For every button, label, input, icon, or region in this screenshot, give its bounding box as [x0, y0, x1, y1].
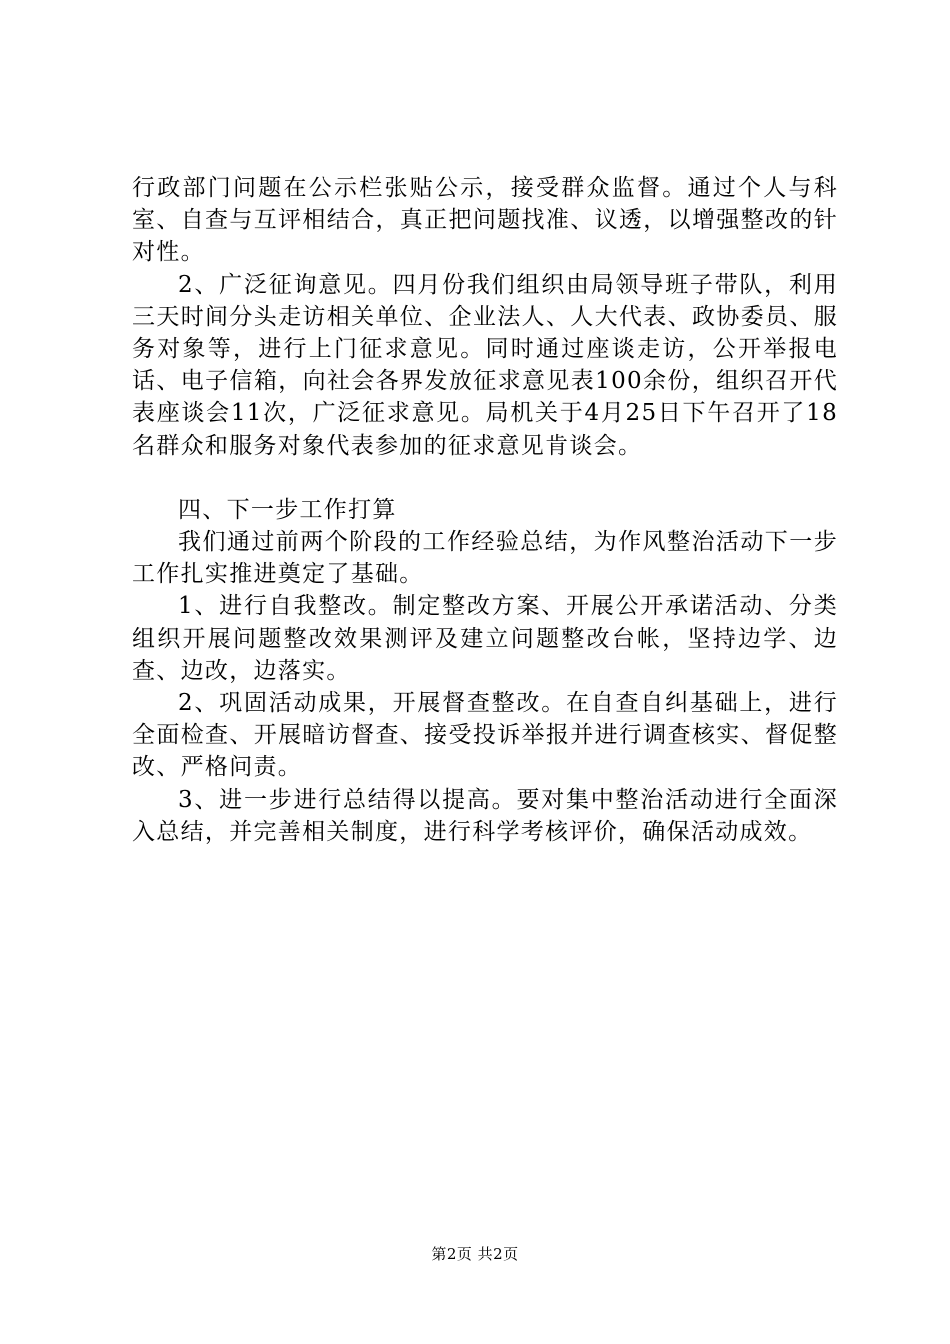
paragraph-item-solicit-opinions: 2、广泛征询意见。四月份我们组织由局领导班子带队，利用三天时间分头走访相关单位、企业法人、人大代表、政协委员、服务对象等，进行上门征求意见。同时通过座谈走访，公开举报电话、电子信箱，向社会各界发放征求意见表100余份，组织召开代表座谈会11次，广泛征求意见。局机关于4月25日下午召开了18名群众和服务对象代表参加的征求意见肯谈会。 — [132, 271, 838, 459]
paragraph-continuation: 行政部门问题在公示栏张贴公示，接受群众监督。通过个人与科室、自查与互评相结合，真正把问题找准、议透，以增强整改的针对性。 — [132, 175, 838, 266]
document-body — [132, 172, 838, 848]
paragraph-intro: 我们通过前两个阶段的工作经验总结，为作风整治活动下一步工作扎实推进奠定了基础。 — [132, 529, 838, 588]
page-footer: 第2页 共2页 — [431, 1245, 519, 1263]
section-heading-next-steps: 四、下一步工作打算 — [178, 496, 397, 523]
paragraph-item-consolidate-results: 2、巩固活动成果，开展督查整改。在自查自纠基础上，进行全面检查、开展暗访督查、接受投诉举报并进行调查核实、督促整改、严格问责。 — [132, 690, 838, 781]
paragraph-item-summary: 3、进一步进行总结得以提高。要对集中整治活动进行全面深入总结，并完善相关制度，进行科学考核评价，确保活动成效。 — [132, 786, 838, 845]
paragraph-item-self-rectification: 1、进行自我整改。制定整改方案、开展公开承诺活动、分类组织开展问题整改效果测评及建立问题整改台帐，坚持边学、边查、边改，边落实。 — [132, 593, 838, 684]
